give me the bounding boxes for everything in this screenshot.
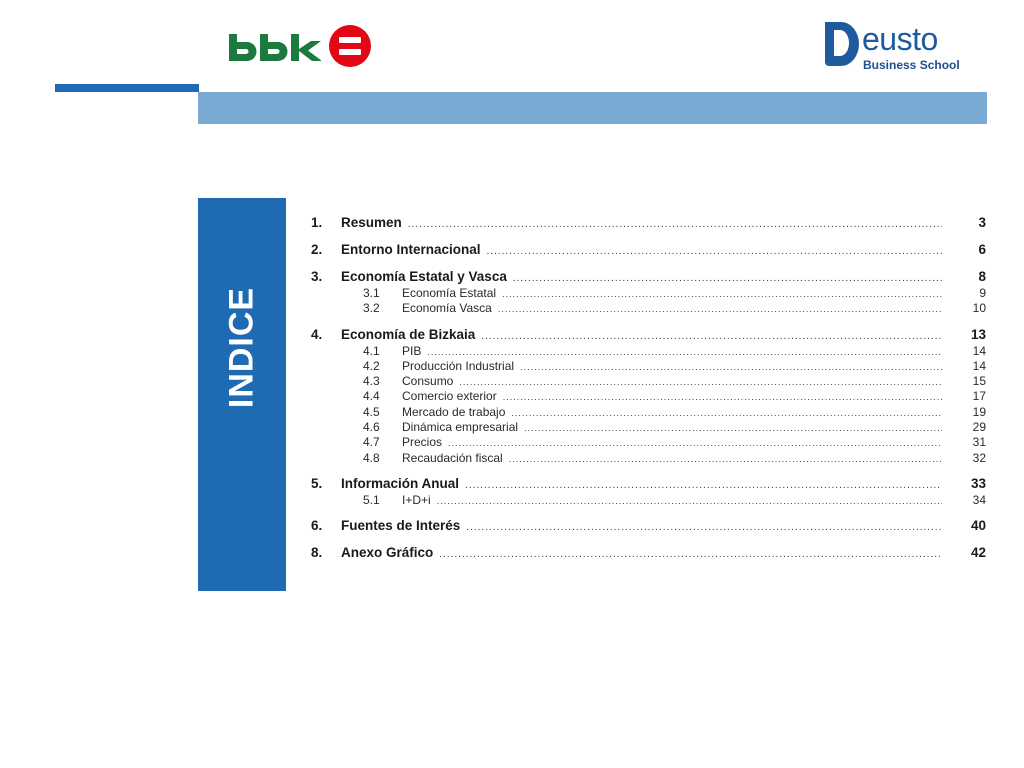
toc-subsection-title: Mercado de trabajo <box>402 404 506 419</box>
toc-dot-leader <box>509 452 942 467</box>
toc-section-page: 40 <box>970 518 986 534</box>
toc-subsection-title: I+D+i <box>402 492 431 507</box>
toc-section-title: Fuentes de Interés <box>341 518 461 534</box>
toc-dot-leader <box>481 327 942 346</box>
toc-section-title: Entorno Internacional <box>341 242 481 257</box>
toc-subsection-page: 9 <box>979 286 986 300</box>
toc-subsection-number: 3.2 <box>363 301 380 316</box>
toc-section-title: Resumen <box>341 215 402 230</box>
toc-section-page: 13 <box>970 326 986 342</box>
toc-dot-leader <box>448 436 942 451</box>
toc-subsection-title: Recaudación fiscal <box>402 450 503 465</box>
toc-subsection-page: 14 <box>972 343 986 358</box>
toc-subsection-title: Comercio exterior <box>402 389 497 404</box>
toc-subsection-number: 4.1 <box>363 343 380 358</box>
toc-subsection-entry[interactable] <box>311 344 986 359</box>
toc-section-entry[interactable] <box>311 213 986 232</box>
toc-dot-leader <box>439 545 942 564</box>
toc-section-entry[interactable] <box>311 267 986 286</box>
toc-section-entry[interactable] <box>311 543 986 562</box>
header-band-light <box>198 92 987 124</box>
toc-subsection-entry[interactable] <box>311 374 986 389</box>
toc-subsection-page: 34 <box>972 492 986 507</box>
toc-dot-leader <box>408 215 942 234</box>
toc-dot-leader <box>466 518 942 537</box>
toc-section-entry[interactable] <box>311 325 986 344</box>
deusto-logo <box>823 18 968 74</box>
deusto-wordmark: eusto <box>862 21 938 57</box>
toc-subsection-page: 17 <box>972 389 986 404</box>
toc-spacer <box>311 508 986 516</box>
bbk-logo <box>229 24 374 70</box>
toc-subsection-entry[interactable] <box>311 286 986 301</box>
toc-dot-leader <box>437 494 942 509</box>
header-band-dark <box>55 84 199 92</box>
toc-subsection-page: 29 <box>972 420 986 435</box>
toc-subsection-entry[interactable] <box>311 493 986 508</box>
toc-dot-leader <box>524 421 942 436</box>
toc-section-number: 5. <box>311 475 323 491</box>
toc-subsection-page: 19 <box>972 404 986 419</box>
toc-subsection-title: Economía Estatal <box>402 286 497 300</box>
toc-subsection-title: Consumo <box>402 374 454 389</box>
toc-subsection-entry[interactable] <box>311 420 986 435</box>
toc-subsection-title: Economía Vasca <box>402 301 492 316</box>
toc-subsection-page: 14 <box>972 358 986 373</box>
toc-section-number: 1. <box>311 215 323 230</box>
toc-subsection-entry[interactable] <box>311 405 986 420</box>
toc-spacer <box>311 317 986 325</box>
toc-dot-leader <box>511 406 942 421</box>
toc-subsection-number: 4.2 <box>363 358 380 373</box>
toc-section-number: 8. <box>311 545 323 561</box>
toc-subsection-title: Precios <box>402 435 443 450</box>
toc-dot-leader <box>487 242 942 261</box>
toc-dot-leader <box>498 302 942 317</box>
toc-section-page: 42 <box>970 545 986 561</box>
toc-subsection-entry[interactable] <box>311 389 986 404</box>
toc-subsection-number: 3.1 <box>363 286 380 300</box>
toc-subsection-entry[interactable] <box>311 359 986 374</box>
toc-subsection-entry[interactable] <box>311 451 986 466</box>
toc-subsection-number: 4.3 <box>363 374 380 389</box>
table-of-contents <box>311 213 986 562</box>
toc-subsection-number: 4.4 <box>363 389 380 404</box>
toc-dot-leader <box>502 287 942 302</box>
deusto-subtitle: Business School <box>863 58 960 72</box>
toc-section-title: Economía de Bizkaia <box>341 326 476 342</box>
toc-section-entry[interactable] <box>311 516 986 535</box>
toc-dot-leader <box>520 360 942 375</box>
toc-dot-leader <box>427 345 942 360</box>
toc-section-title: Anexo Gráfico <box>341 545 434 561</box>
toc-subsection-number: 4.6 <box>363 420 380 435</box>
toc-subsection-number: 4.5 <box>363 404 380 419</box>
toc-section-title: Economía Estatal y Vasca <box>341 269 507 284</box>
toc-subsection-number: 4.7 <box>363 435 380 450</box>
toc-subsection-number: 5.1 <box>363 492 380 507</box>
toc-section-entry[interactable] <box>311 240 986 259</box>
toc-section-page: 3 <box>978 215 986 230</box>
toc-dot-leader <box>503 390 942 405</box>
toc-subsection-title: PIB <box>402 343 422 358</box>
toc-section-title: Información Anual <box>341 475 460 491</box>
toc-section-number: 4. <box>311 326 323 342</box>
toc-section-number: 3. <box>311 269 323 284</box>
toc-section-page: 33 <box>970 475 986 491</box>
toc-dot-leader <box>459 375 942 390</box>
toc-spacer <box>311 466 986 474</box>
toc-dot-leader <box>465 476 942 495</box>
toc-subsection-title: Dinámica empresarial <box>402 420 519 435</box>
bbk-wordmark-icon <box>229 28 321 62</box>
toc-section-page: 8 <box>978 269 986 284</box>
bbk-badge-icon <box>329 25 371 67</box>
toc-section-entry[interactable] <box>311 474 986 493</box>
index-title: INDICE <box>222 286 261 409</box>
toc-section-page: 6 <box>978 242 986 257</box>
toc-subsection-number: 4.8 <box>363 450 380 465</box>
toc-subsection-page: 10 <box>972 301 986 316</box>
toc-subsection-title: Producción Industrial <box>402 358 515 373</box>
toc-section-number: 6. <box>311 518 323 534</box>
deusto-d-mark-icon <box>823 20 861 66</box>
toc-section-number: 2. <box>311 242 323 257</box>
index-sidebar <box>198 198 286 591</box>
toc-subsection-entry[interactable] <box>311 301 986 316</box>
toc-subsection-page: 31 <box>972 435 986 450</box>
toc-dot-leader <box>513 269 942 288</box>
toc-subsection-entry[interactable] <box>311 435 986 450</box>
toc-subsection-page: 15 <box>972 374 986 389</box>
toc-subsection-page: 32 <box>972 450 986 465</box>
